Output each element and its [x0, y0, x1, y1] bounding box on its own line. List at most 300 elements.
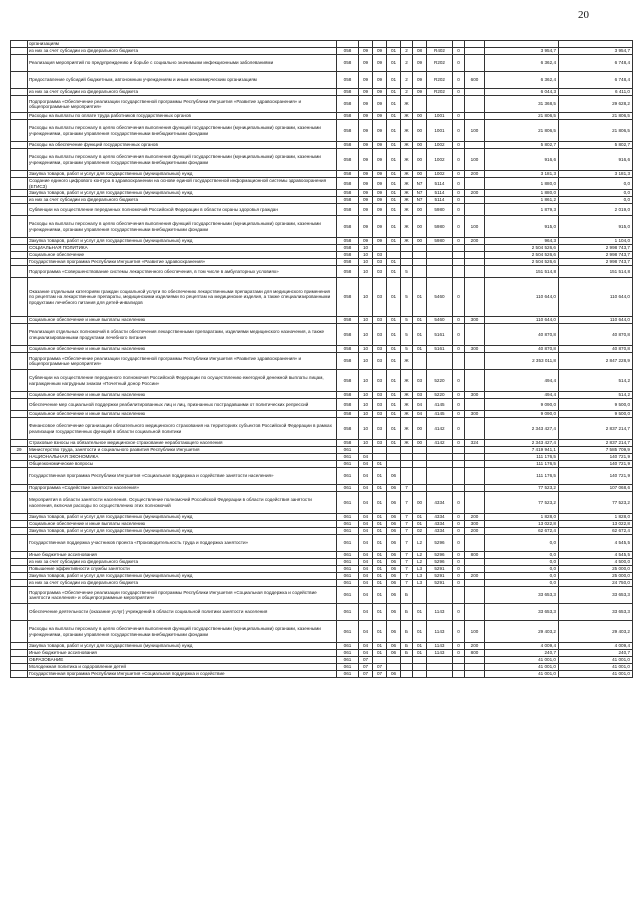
code-direction: 4334: [427, 528, 453, 535]
amount-year-2: 2 998 743,7: [559, 245, 633, 252]
amount-year-2: 2 837 214,7: [559, 418, 633, 440]
code-expense-type: 100: [465, 216, 485, 238]
code-direction: R402: [427, 48, 453, 55]
code-zero: 0: [453, 604, 465, 621]
code-subprogram: Б: [401, 643, 413, 650]
amount-year-2: 24 750,0: [559, 580, 633, 587]
code-program: 01: [387, 259, 401, 266]
code-event: 04: [413, 399, 427, 411]
code-subsection: 01: [373, 643, 387, 650]
amount-year-1: 2 504 526,6: [485, 259, 559, 266]
code-section: 09: [359, 96, 373, 113]
code-section: 04: [359, 461, 373, 468]
row-number: [11, 650, 28, 657]
table-row: [11, 514, 633, 521]
code-direction: 5980: [427, 204, 453, 216]
code-direction: 1001: [427, 113, 453, 120]
code-event: 01: [413, 521, 427, 528]
row-number: [11, 454, 28, 461]
code-event: 01: [413, 346, 427, 353]
code-direction: 5291: [427, 580, 453, 587]
code-subprogram: 5: [401, 346, 413, 353]
row-name: Страховые взносы на обязательное медицинское страхование неработающего населения: [28, 440, 337, 447]
row-name: Подпрограмма «Обеспечение реализации государственной программы Республики Ингушетия «Социальная поддержка и содействие занятости населения» и общепрограммные мероприятия»: [28, 587, 337, 604]
code-program: 01: [387, 190, 401, 197]
table-row: [11, 454, 633, 461]
code-ministry: 061: [337, 552, 359, 559]
code-direction: 5296: [427, 559, 453, 566]
code-direction: [427, 657, 453, 664]
code-ministry: 061: [337, 461, 359, 468]
amount-year-1: 6 362,4: [485, 72, 559, 89]
code-event: 03: [413, 370, 427, 392]
code-subsection: 09: [373, 96, 387, 113]
code-event: [413, 671, 427, 678]
code-subsection: 03: [373, 317, 387, 324]
amount-year-2: 29 628,2: [559, 96, 633, 113]
row-name: Реализация мероприятий по предупреждению и борьбе с социально значимыми инфекционными заболеваниями: [28, 55, 337, 72]
code-ministry: 058: [337, 204, 359, 216]
code-subsection: 01: [373, 580, 387, 587]
row-number: [11, 89, 28, 96]
code-expense-type: 200: [465, 514, 485, 521]
amount-year-1: 0,0: [485, 573, 559, 580]
row-number: [11, 149, 28, 171]
amount-year-1: 6 362,4: [485, 55, 559, 72]
code-subprogram: Ж: [401, 142, 413, 149]
code-subprogram: Ж: [401, 204, 413, 216]
code-event: 00: [413, 440, 427, 447]
amount-year-1: 41 001,0: [485, 657, 559, 664]
row-name: Государственная программа Республики Ингушетия «Социальная поддержка и содействие: [28, 671, 337, 678]
row-number: [11, 485, 28, 492]
amount-year-2: 2 998 743,7: [559, 259, 633, 266]
row-number: [11, 580, 28, 587]
amount-year-2: 110 644,0: [559, 278, 633, 317]
row-number: [11, 573, 28, 580]
code-ministry: 058: [337, 278, 359, 317]
amount-year-1: 111 176,5: [485, 468, 559, 485]
code-event: [413, 266, 427, 278]
code-section: 10: [359, 245, 373, 252]
row-number: [11, 671, 28, 678]
row-name: Создание единого цифрового контура в здравоохранении на основе единой государственной информационной системы здравоохранения (ЕГИСЗ): [28, 178, 337, 190]
code-section: 10: [359, 370, 373, 392]
amount-year-2: 140 721,9: [559, 454, 633, 461]
code-section: 10: [359, 266, 373, 278]
code-expense-type: [465, 96, 485, 113]
amount-year-1: 0,0: [485, 559, 559, 566]
amount-year-1: 151 514,8: [485, 266, 559, 278]
code-subprogram: [401, 468, 413, 485]
code-subsection: 01: [373, 604, 387, 621]
code-zero: 0: [453, 120, 465, 142]
code-direction: 5220: [427, 392, 453, 399]
row-name: Расходы на обеспечение функций государственных органов: [28, 142, 337, 149]
code-program: 06: [387, 573, 401, 580]
code-expense-type: 100: [465, 149, 485, 171]
code-zero: [453, 245, 465, 252]
code-direction: 5980: [427, 216, 453, 238]
code-ministry: [337, 41, 359, 48]
row-number: [11, 411, 28, 418]
code-subsection: [373, 657, 387, 664]
code-event: [413, 485, 427, 492]
code-ministry: 061: [337, 604, 359, 621]
amount-year-2: 6 748,4: [559, 72, 633, 89]
row-number: [11, 535, 28, 552]
code-expense-type: [465, 559, 485, 566]
row-number: [11, 96, 28, 113]
table-row: [11, 440, 633, 447]
amount-year-2: 1 828,0: [559, 514, 633, 521]
amount-year-2: 4 500,0: [559, 559, 633, 566]
code-zero: [453, 657, 465, 664]
code-event: 02: [413, 528, 427, 535]
code-section: 09: [359, 171, 373, 178]
code-event: [413, 41, 427, 48]
row-number: [11, 259, 28, 266]
row-name: Обеспечение мер социальной поддержки реабилитированных лиц и лиц, признанных пострадавшими от политических репрессий: [28, 399, 337, 411]
table-row: [11, 346, 633, 353]
code-zero: 0: [453, 514, 465, 521]
table-row: [11, 245, 633, 252]
code-section: 10: [359, 392, 373, 399]
code-subprogram: Ж: [401, 113, 413, 120]
row-number: [11, 399, 28, 411]
code-subprogram: [401, 664, 413, 671]
amount-year-1: 1 880,0: [485, 178, 559, 190]
code-section: [359, 447, 373, 454]
code-zero: 0: [453, 204, 465, 216]
code-direction: 5980: [427, 238, 453, 245]
table-row: [11, 238, 633, 245]
code-subprogram: Ж: [401, 411, 413, 418]
code-subsection: 09: [373, 171, 387, 178]
code-direction: [427, 252, 453, 259]
code-direction: 5291: [427, 566, 453, 573]
amount-year-1: 21 806,5: [485, 113, 559, 120]
code-subprogram: Ж: [401, 440, 413, 447]
code-zero: 0: [453, 643, 465, 650]
code-subprogram: [401, 671, 413, 678]
code-section: 04: [359, 468, 373, 485]
amount-year-1: 0,0: [485, 580, 559, 587]
code-direction: 1143: [427, 621, 453, 643]
code-program: 01: [387, 120, 401, 142]
code-ministry: 058: [337, 55, 359, 72]
table-row: [11, 171, 633, 178]
amount-year-2: 1 104,0: [559, 238, 633, 245]
amount-year-2: 41 001,0: [559, 664, 633, 671]
code-ministry: 058: [337, 324, 359, 346]
table-row: [11, 55, 633, 72]
code-subprogram: Ж: [401, 418, 413, 440]
row-number: [11, 197, 28, 204]
code-expense-type: 800: [465, 552, 485, 559]
table-row: [11, 664, 633, 671]
amount-year-1: 4 009,4: [485, 643, 559, 650]
code-expense-type: [465, 48, 485, 55]
row-name: из них за счет субсидии из федерального бюджета: [28, 197, 337, 204]
code-program: 06: [387, 643, 401, 650]
code-event: 00: [413, 149, 427, 171]
amount-year-1: 3 954,7: [485, 48, 559, 55]
row-name: из них за счет субсидии из федерального бюджета: [28, 89, 337, 96]
row-number: [11, 392, 28, 399]
amount-year-2: 21 806,5: [559, 113, 633, 120]
code-direction: R202: [427, 89, 453, 96]
code-subsection: 09: [373, 120, 387, 142]
amount-year-1: 9 090,0: [485, 411, 559, 418]
code-zero: 0: [453, 190, 465, 197]
code-subsection: 09: [373, 190, 387, 197]
code-subsection: 01: [373, 468, 387, 485]
row-number: [11, 461, 28, 468]
row-number: [11, 604, 28, 621]
code-program: 01: [387, 48, 401, 55]
code-expense-type: [465, 41, 485, 48]
code-zero: 0: [453, 142, 465, 149]
code-subprogram: 7: [401, 552, 413, 559]
amount-year-1: 2 353 011,8: [485, 353, 559, 370]
code-expense-type: [465, 492, 485, 514]
row-name: Молодежная политика и оздоровление детей: [28, 664, 337, 671]
code-ministry: 061: [337, 650, 359, 657]
code-subprogram: [401, 259, 413, 266]
code-event: N7: [413, 178, 427, 190]
amount-year-2: 2 847 228,9: [559, 353, 633, 370]
amount-year-2: 13 022,8: [559, 521, 633, 528]
row-name: Социальное обеспечение и иные выплаты населению: [28, 346, 337, 353]
table-row: [11, 324, 633, 346]
row-number: [11, 190, 28, 197]
row-name: Министерство труда, занятости и социального развития Республики Ингушетия: [28, 447, 337, 454]
code-subprogram: Б: [401, 621, 413, 643]
code-subprogram: 7: [401, 485, 413, 492]
code-zero: 0: [453, 324, 465, 346]
code-subprogram: 7: [401, 521, 413, 528]
code-program: 01: [387, 89, 401, 96]
code-section: 09: [359, 120, 373, 142]
code-zero: 0: [453, 411, 465, 418]
code-zero: 0: [453, 178, 465, 190]
table-row: [11, 216, 633, 238]
code-ministry: 061: [337, 468, 359, 485]
code-expense-type: 200: [465, 573, 485, 580]
row-name: Иные бюджетные ассигнования: [28, 650, 337, 657]
amount-year-2: 514,2: [559, 392, 633, 399]
code-event: 00: [413, 492, 427, 514]
code-subsection: 03: [373, 353, 387, 370]
code-ministry: 058: [337, 238, 359, 245]
code-event: 00: [413, 113, 427, 120]
code-subprogram: Б: [401, 650, 413, 657]
code-ministry: 061: [337, 664, 359, 671]
amount-year-2: 0,0: [559, 190, 633, 197]
table-row: [11, 566, 633, 573]
amount-year-2: 41 001,0: [559, 671, 633, 678]
code-subprogram: 7: [401, 559, 413, 566]
amount-year-1: 9 090,0: [485, 399, 559, 411]
code-subprogram: [401, 252, 413, 259]
code-ministry: 061: [337, 535, 359, 552]
row-name: Повышение эффективности службы занятости: [28, 566, 337, 573]
code-ministry: 061: [337, 643, 359, 650]
table-row: [11, 178, 633, 190]
code-subsection: 07: [373, 664, 387, 671]
code-section: 10: [359, 418, 373, 440]
code-subprogram: 7: [401, 566, 413, 573]
code-ministry: 061: [337, 492, 359, 514]
code-zero: 0: [453, 528, 465, 535]
row-name: Финансовое обеспечение организации обязательного медицинского страхования на территориях субъектов Российской Федерации в рамках реализации государственных функций в области социальной политики: [28, 418, 337, 440]
code-zero: [453, 252, 465, 259]
code-program: 01: [387, 266, 401, 278]
amount-year-1: 494,4: [485, 370, 559, 392]
code-ministry: 058: [337, 440, 359, 447]
code-subprogram: Ж: [401, 171, 413, 178]
code-program: 06: [387, 514, 401, 521]
code-section: 04: [359, 521, 373, 528]
table-row: [11, 142, 633, 149]
code-direction: 1001: [427, 120, 453, 142]
code-event: [413, 259, 427, 266]
code-subprogram: 7: [401, 514, 413, 521]
row-number: [11, 657, 28, 664]
code-subsection: 01: [373, 621, 387, 643]
code-section: 07: [359, 664, 373, 671]
amount-year-1: 0,0: [485, 566, 559, 573]
amount-year-2: 140 721,9: [559, 468, 633, 485]
table-row: [11, 96, 633, 113]
code-event: L2: [413, 559, 427, 566]
code-subprogram: [401, 41, 413, 48]
table-row: [11, 492, 633, 514]
code-expense-type: [465, 178, 485, 190]
code-zero: [453, 671, 465, 678]
code-event: [413, 252, 427, 259]
code-zero: [453, 259, 465, 266]
row-name: Расходы на выплаты персоналу в целях обеспечения выполнения функций государственными (муниципальными) органами, казенными учреждениями, органами управления государственными внебюджетными фондами: [28, 149, 337, 171]
code-expense-type: [465, 664, 485, 671]
row-number: [11, 113, 28, 120]
code-subsection: 09: [373, 238, 387, 245]
code-program: 06: [387, 580, 401, 587]
code-zero: [453, 587, 465, 604]
amount-year-1: 111 176,5: [485, 454, 559, 461]
code-section: 09: [359, 149, 373, 171]
row-number: [11, 492, 28, 514]
code-subsection: 01: [373, 566, 387, 573]
code-direction: [427, 485, 453, 492]
code-program: 01: [387, 346, 401, 353]
table-row: [11, 573, 633, 580]
table-row: [11, 149, 633, 171]
code-program: [387, 454, 401, 461]
code-event: 00: [413, 238, 427, 245]
row-name: Расходы на выплаты по оплате труда работников государственных органов: [28, 113, 337, 120]
code-subsection: 09: [373, 197, 387, 204]
row-number: [11, 566, 28, 573]
code-expense-type: [465, 485, 485, 492]
amount-year-1: 13 022,8: [485, 521, 559, 528]
code-ministry: 061: [337, 587, 359, 604]
code-direction: 5296: [427, 535, 453, 552]
amount-year-2: 9 500,0: [559, 399, 633, 411]
code-program: 01: [387, 113, 401, 120]
code-event: 01: [413, 324, 427, 346]
code-direction: 4142: [427, 418, 453, 440]
amount-year-2: 916,6: [559, 149, 633, 171]
code-expense-type: 200: [465, 238, 485, 245]
code-zero: 0: [453, 621, 465, 643]
row-name: организациям: [28, 41, 337, 48]
code-program: 06: [387, 521, 401, 528]
code-program: [387, 657, 401, 664]
amount-year-2: 0,0: [559, 178, 633, 190]
code-zero: 0: [453, 113, 465, 120]
table-row: [11, 535, 633, 552]
code-event: L2: [413, 552, 427, 559]
amount-year-1: 964,3: [485, 238, 559, 245]
amount-year-1: 916,6: [485, 149, 559, 171]
code-event: 00: [413, 418, 427, 440]
code-subsection: 03: [373, 324, 387, 346]
code-event: N7: [413, 190, 427, 197]
row-name: Социальное обеспечение и иные выплаты населению: [28, 392, 337, 399]
row-name: Расходы на выплаты персоналу в целях обеспечения выполнения функций государственными (муниципальными) органами, казенными учреждениями, органами управления государственными внебюджетными фондами: [28, 621, 337, 643]
row-name: НАЦИОНАЛЬНАЯ ЭКОНОМИКА: [28, 454, 337, 461]
code-direction: 4334: [427, 514, 453, 521]
code-zero: 0: [453, 440, 465, 447]
code-event: 01: [413, 621, 427, 643]
code-subprogram: 7: [401, 573, 413, 580]
table-row: [11, 278, 633, 317]
table-row: [11, 120, 633, 142]
row-number: [11, 552, 28, 559]
code-event: 00: [413, 204, 427, 216]
code-section: 04: [359, 528, 373, 535]
code-direction: [427, 96, 453, 113]
row-name: Закупка товаров, работ и услуг для государственных (муниципальных) нужд: [28, 514, 337, 521]
code-subsection: 03: [373, 278, 387, 317]
table-row: [11, 461, 633, 468]
code-zero: 0: [453, 392, 465, 399]
code-section: 09: [359, 48, 373, 55]
code-section: 09: [359, 142, 373, 149]
table-row: [11, 671, 633, 678]
code-subprogram: 7: [401, 492, 413, 514]
code-subsection: 01: [373, 535, 387, 552]
code-program: 01: [387, 55, 401, 72]
code-program: 01: [387, 411, 401, 418]
code-direction: 5114: [427, 197, 453, 204]
code-direction: 4145: [427, 399, 453, 411]
table-row: [11, 643, 633, 650]
code-section: 10: [359, 399, 373, 411]
amount-year-2: 5 802,7: [559, 142, 633, 149]
code-expense-type: 200: [465, 528, 485, 535]
amount-year-1: 111 176,5: [485, 461, 559, 468]
code-section: 09: [359, 216, 373, 238]
table-row: [11, 259, 633, 266]
code-subsection: 01: [373, 573, 387, 580]
code-section: 04: [359, 566, 373, 573]
row-number: [11, 252, 28, 259]
code-section: 10: [359, 259, 373, 266]
code-zero: 0: [453, 521, 465, 528]
